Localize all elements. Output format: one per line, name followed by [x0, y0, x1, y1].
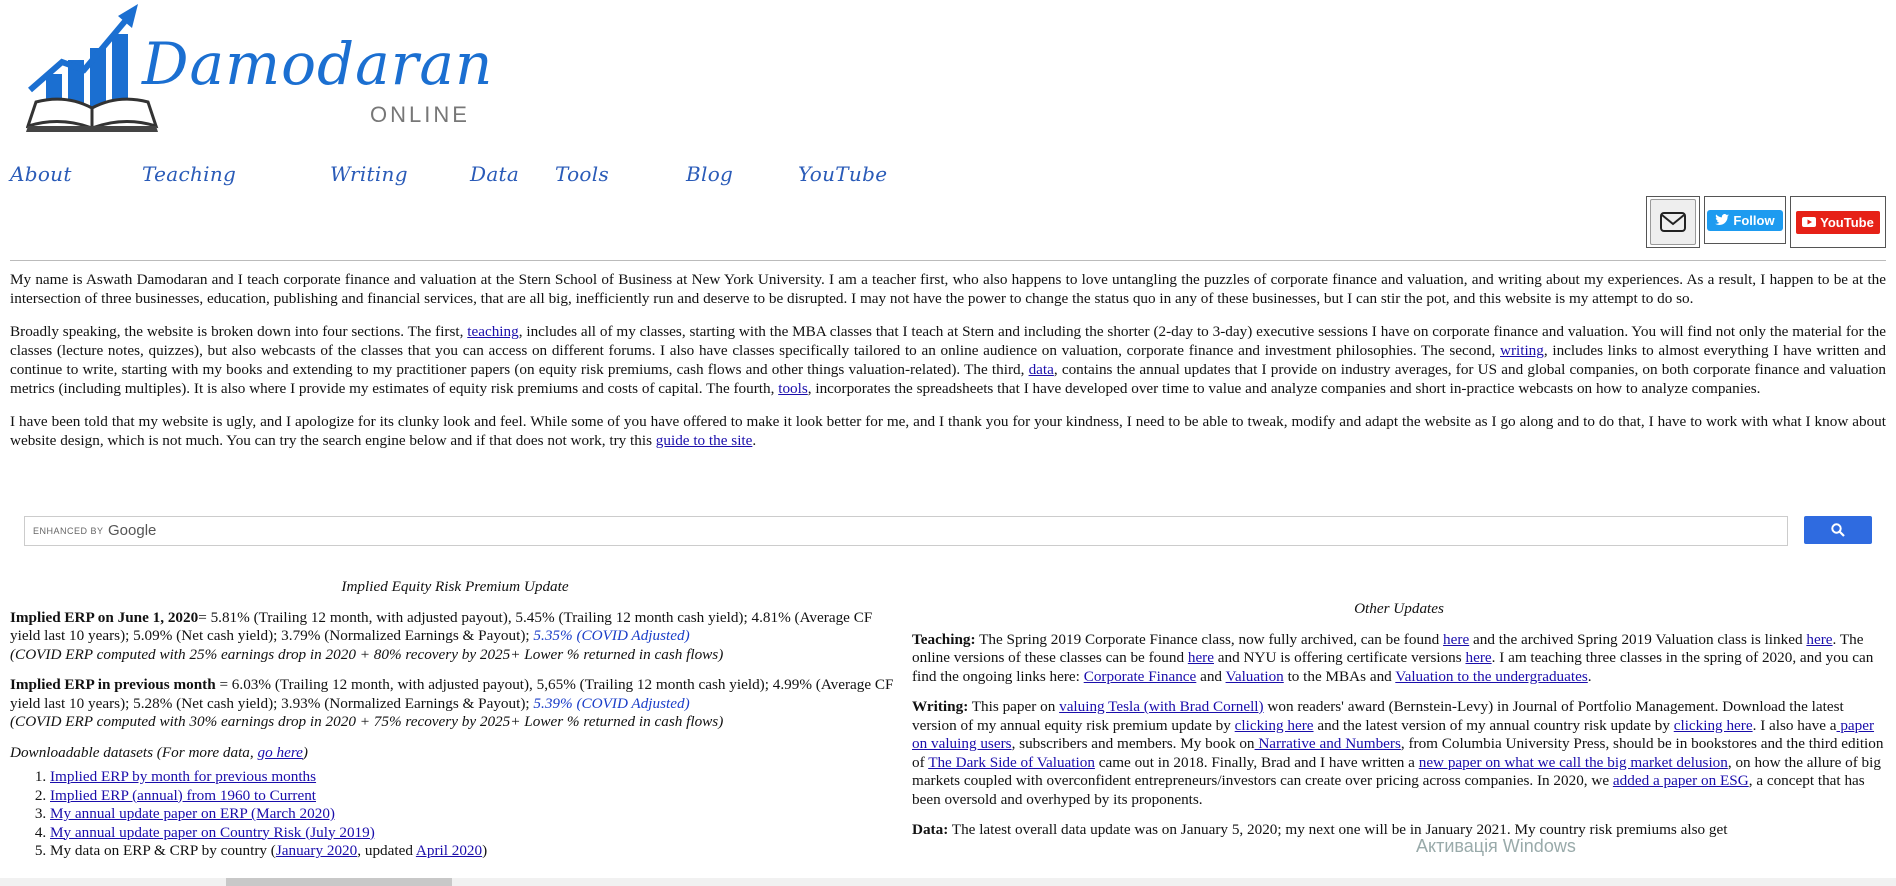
dataset-link[interactable]: My annual update paper on Country Risk (July 2019) — [50, 823, 375, 841]
dark-side-link[interactable]: The Dark Side of Valuation — [928, 753, 1095, 771]
other-updates-section — [912, 600, 1886, 852]
datasets-heading — [10, 744, 900, 763]
youtube-label: YouTube — [1820, 214, 1874, 230]
nav-writing[interactable]: Writing — [330, 162, 408, 186]
erp-caption: Implied Equity Risk Premium Update — [341, 578, 569, 595]
text: My data on ERP & CRP by country ( — [50, 842, 276, 859]
text: , a concept that has been oversold and overhyped by its proponents. — [912, 772, 1865, 808]
nav-about[interactable]: About — [10, 162, 72, 186]
erp-previous-covid: 5.39% (COVID Adjusted) — [533, 694, 690, 712]
header-divider — [10, 260, 1886, 261]
text: = 6.03% (Trailing 12 month, with adjusted payout), 5,65% (Trailing 12 month cash yield); 4.99% (Average CF yield last 10 years); 5.28% (Net cash yield); 3.93% (Normalized Earnings & Payout); — [10, 676, 894, 712]
data-link[interactable]: data — [1028, 361, 1054, 378]
country-risk-link[interactable]: clicking here — [1673, 716, 1753, 734]
text: . — [752, 432, 757, 449]
search-button[interactable] — [1804, 516, 1872, 544]
text: came out in 2018. Finally, Brad and I have written a — [1094, 753, 1419, 771]
erp-update-link[interactable]: clicking here — [1234, 716, 1314, 734]
erp-previous — [10, 676, 900, 732]
email-box — [1646, 196, 1700, 248]
text: Broadly speaking, the website is broken down into four sections. The first, — [10, 323, 468, 340]
google-label: Google — [108, 522, 157, 539]
twitter-bird-icon — [1715, 214, 1729, 226]
teaching-update — [912, 631, 1886, 687]
data-update — [912, 821, 1886, 840]
erp-current-label: Implied ERP on June 1, 2020 — [10, 608, 199, 626]
erp-previous-note: (COVID ERP computed with 30% earnings drop in 2020 + 75% recovery by 2025+ Lower % returned in cash flows) — [10, 713, 724, 730]
scrollbar-thumb[interactable] — [226, 878, 452, 886]
text: to the MBAs and — [1283, 667, 1396, 685]
text: = 5.81% (Trailing 12 month, with adjusted payout), 5.45% (Trailing 12 month cash yield); 4.81% (Average CF yield last 10 years); 5.09% (Net cash yield); 3.79% (Normalized Earnings & Payout); — [10, 608, 873, 644]
erp-current-covid: 5.35% (COVID Adjusted) — [533, 627, 690, 644]
main-nav — [10, 162, 910, 192]
text: and the archived Spring 2019 Valuation class is linked — [1469, 630, 1807, 648]
youtube-button[interactable] — [1796, 211, 1880, 234]
here-link[interactable]: here — [1806, 630, 1833, 648]
more-data-link[interactable]: go here — [257, 743, 303, 761]
text: and NYU is offering certificate versions — [1213, 649, 1466, 666]
datasets-list — [10, 768, 900, 861]
text: , on how the allure of big markets coupled with overconfident entrepreneurs/investors can create over pricing across companies. In 2020, we — [912, 753, 1881, 789]
text: ) — [482, 842, 488, 859]
youtube-box — [1790, 196, 1886, 248]
dataset-link[interactable]: My annual update paper on ERP (March 2020) — [50, 805, 335, 822]
dataset-link[interactable]: January 2020 — [275, 842, 358, 859]
text: The latest overall data update was on January 5, 2020; my next one will be in January 2021. My country risk premiums also get — [948, 821, 1728, 838]
text: . The online versions of these classes can be found — [912, 630, 1864, 666]
twitter-follow-box — [1704, 196, 1786, 244]
teaching-link[interactable]: teaching — [467, 323, 519, 340]
site-guide-link[interactable]: guide to the site — [655, 432, 753, 449]
here-link[interactable]: here — [1187, 649, 1214, 666]
other-updates-caption: Other Updates — [1354, 600, 1444, 617]
text: Downloadable datasets (For more data, — [10, 743, 258, 761]
text: . I am teaching three classes in the spring of 2020, and you can find the ongoing links here: — [912, 649, 1874, 685]
narrative-numbers-link[interactable]: Narrative and Numbers — [1254, 735, 1401, 752]
valuing-users-link[interactable]: paper on valuing users — [912, 716, 1875, 752]
market-delusion-link[interactable]: new paper on what we call the big market delusion — [1418, 753, 1728, 771]
text: , includes links to almost everything I have written and continue to write, starting with my books and extending to my practitioner papers (on equity risk premiums, cash flows and other things valuation-related). The third, — [10, 342, 1886, 378]
logo-sub: ONLINE — [370, 102, 470, 127]
text: , subscribers and members. My book on — [1011, 735, 1255, 752]
writing-update — [912, 698, 1886, 809]
logo-name: Damodaran — [142, 30, 494, 98]
enhanced-by-label: ENHANCED BY — [33, 526, 104, 536]
list-item — [50, 787, 900, 806]
text: The Spring 2019 Corporate Finance class, now fully archived, can be found — [975, 630, 1444, 648]
list-item — [50, 842, 900, 861]
corporate-finance-link[interactable]: Corporate Finance — [1083, 667, 1197, 685]
text: . — [1587, 667, 1592, 685]
nav-teaching[interactable]: Teaching — [142, 162, 237, 186]
email-button[interactable] — [1650, 199, 1696, 245]
here-link[interactable]: here — [1465, 649, 1492, 666]
damodaran-logo[interactable] — [26, 4, 494, 134]
nav-blog[interactable]: Blog — [686, 162, 734, 186]
erp-current-note: (COVID ERP computed with 25% earnings drop in 2020 + 80% recovery by 2025+ Lower % returned in cash flows) — [10, 645, 724, 663]
twitter-follow-button[interactable] — [1707, 210, 1782, 231]
follow-label: Follow — [1733, 212, 1775, 228]
google-search-box — [24, 516, 1872, 546]
esg-paper-link[interactable]: added a paper on ESG — [1612, 772, 1749, 789]
windows-activation-watermark: Активація Windows — [1416, 836, 1576, 856]
text: , from Columbia University Press, should be in bookstores and the third edition of — [912, 735, 1884, 771]
writing-label: Writing: — [912, 698, 969, 715]
here-link[interactable]: here — [1443, 630, 1470, 648]
erp-previous-label: Implied ERP in previous month — [10, 676, 216, 693]
dataset-link[interactable]: April 2020 — [415, 842, 483, 859]
youtube-play-icon — [1802, 217, 1816, 227]
text: and the latest version of my annual country risk update by — [1313, 716, 1674, 734]
text: ) — [302, 743, 308, 761]
list-item — [50, 768, 900, 787]
valuation-undergrad-link[interactable]: Valuation to the undergraduates — [1395, 667, 1588, 685]
text: . I also have a — [1752, 716, 1837, 734]
tesla-paper-link[interactable]: valuing Tesla (with Brad Cornell) — [1059, 698, 1264, 715]
data-label: Data: — [912, 821, 949, 838]
valuation-link[interactable]: Valuation — [1225, 667, 1284, 685]
dataset-link[interactable]: Implied ERP (annual) from 1960 to Current — [50, 786, 317, 804]
text: and — [1196, 667, 1226, 685]
horizontal-scrollbar[interactable] — [0, 878, 1896, 886]
writing-link[interactable]: writing — [1500, 342, 1544, 359]
intro-section — [10, 270, 1886, 464]
social-buttons — [1646, 196, 1886, 248]
dataset-link[interactable]: Implied ERP by month for previous months — [50, 768, 317, 785]
erp-current — [10, 609, 900, 665]
text: , updated — [357, 842, 416, 859]
text: , contains the annual updates that I provide on industry averages, for US and global companies, on both corporate finance and valuation metrics (including multiples). It is also where I provide my estimates of equity risk premiums and costs of capital. The fourth, — [10, 361, 1886, 397]
text: I have been told that my website is ugly, and I apologize for its clunky look and feel. While some of you have offered to make it look better for me, and I thank you for your kindness, I need to be able to tweak, modify and adapt the website as I go along and to do that, I have to work with what I know about website design, which is not much. You can try the search engine below and if that does not work, try this — [10, 413, 1886, 449]
text: , incorporates the spreadsheets that I have developed over time to value and analyze companies and short in-practice webcasts on how to analyze companies. — [807, 380, 1761, 397]
erp-update-section — [10, 578, 900, 861]
envelope-icon — [1660, 212, 1686, 232]
nav-youtube[interactable]: YouTube — [798, 162, 888, 186]
text: This paper on — [968, 698, 1060, 715]
text: won readers' award (Bernstein-Levy) in Journal of Portfolio Management. Download the latest version of my annual equity risk premium update by — [912, 698, 1844, 734]
nav-data[interactable]: Data — [470, 162, 520, 186]
intro-paragraph-1: My name is Aswath Damodaran and I teach corporate finance and valuation at the Stern School of Business at New York University. I am a teacher first, who also happens to love untangling the puzzles of corporate finance and valuation, and writing about my experiences. As a result, I happen to be at the intersection of three businesses, education, publishing and financial services, that are all big, inefficiently run and deserve to be disrupted. I may not have the power to change the status quo in any of these businesses, but I can stir the pot, and this website is my attempt to do so. — [10, 271, 1886, 307]
teaching-label: Teaching: — [912, 630, 976, 648]
nav-tools[interactable]: Tools — [555, 162, 610, 186]
search-input[interactable] — [24, 516, 1788, 546]
tools-link[interactable]: tools — [778, 380, 808, 397]
intro-paragraph-3 — [10, 412, 1886, 450]
list-item — [50, 824, 900, 843]
text: , includes all of my classes, starting with the MBA classes that I teach at Stern and including the shorter (2-day to 3-day) executive sessions I have on corporate finance and valuation. You will find not only the material for the classes (lecture notes, quizzes), but also webcasts of the classes that you can access on different forums. I also have classes specifically tailored to an online audience on valuation, corporate finance and investment philosophies. The second, — [10, 323, 1886, 359]
intro-paragraph-2 — [10, 322, 1886, 398]
search-icon — [1831, 523, 1845, 537]
list-item — [50, 805, 900, 824]
